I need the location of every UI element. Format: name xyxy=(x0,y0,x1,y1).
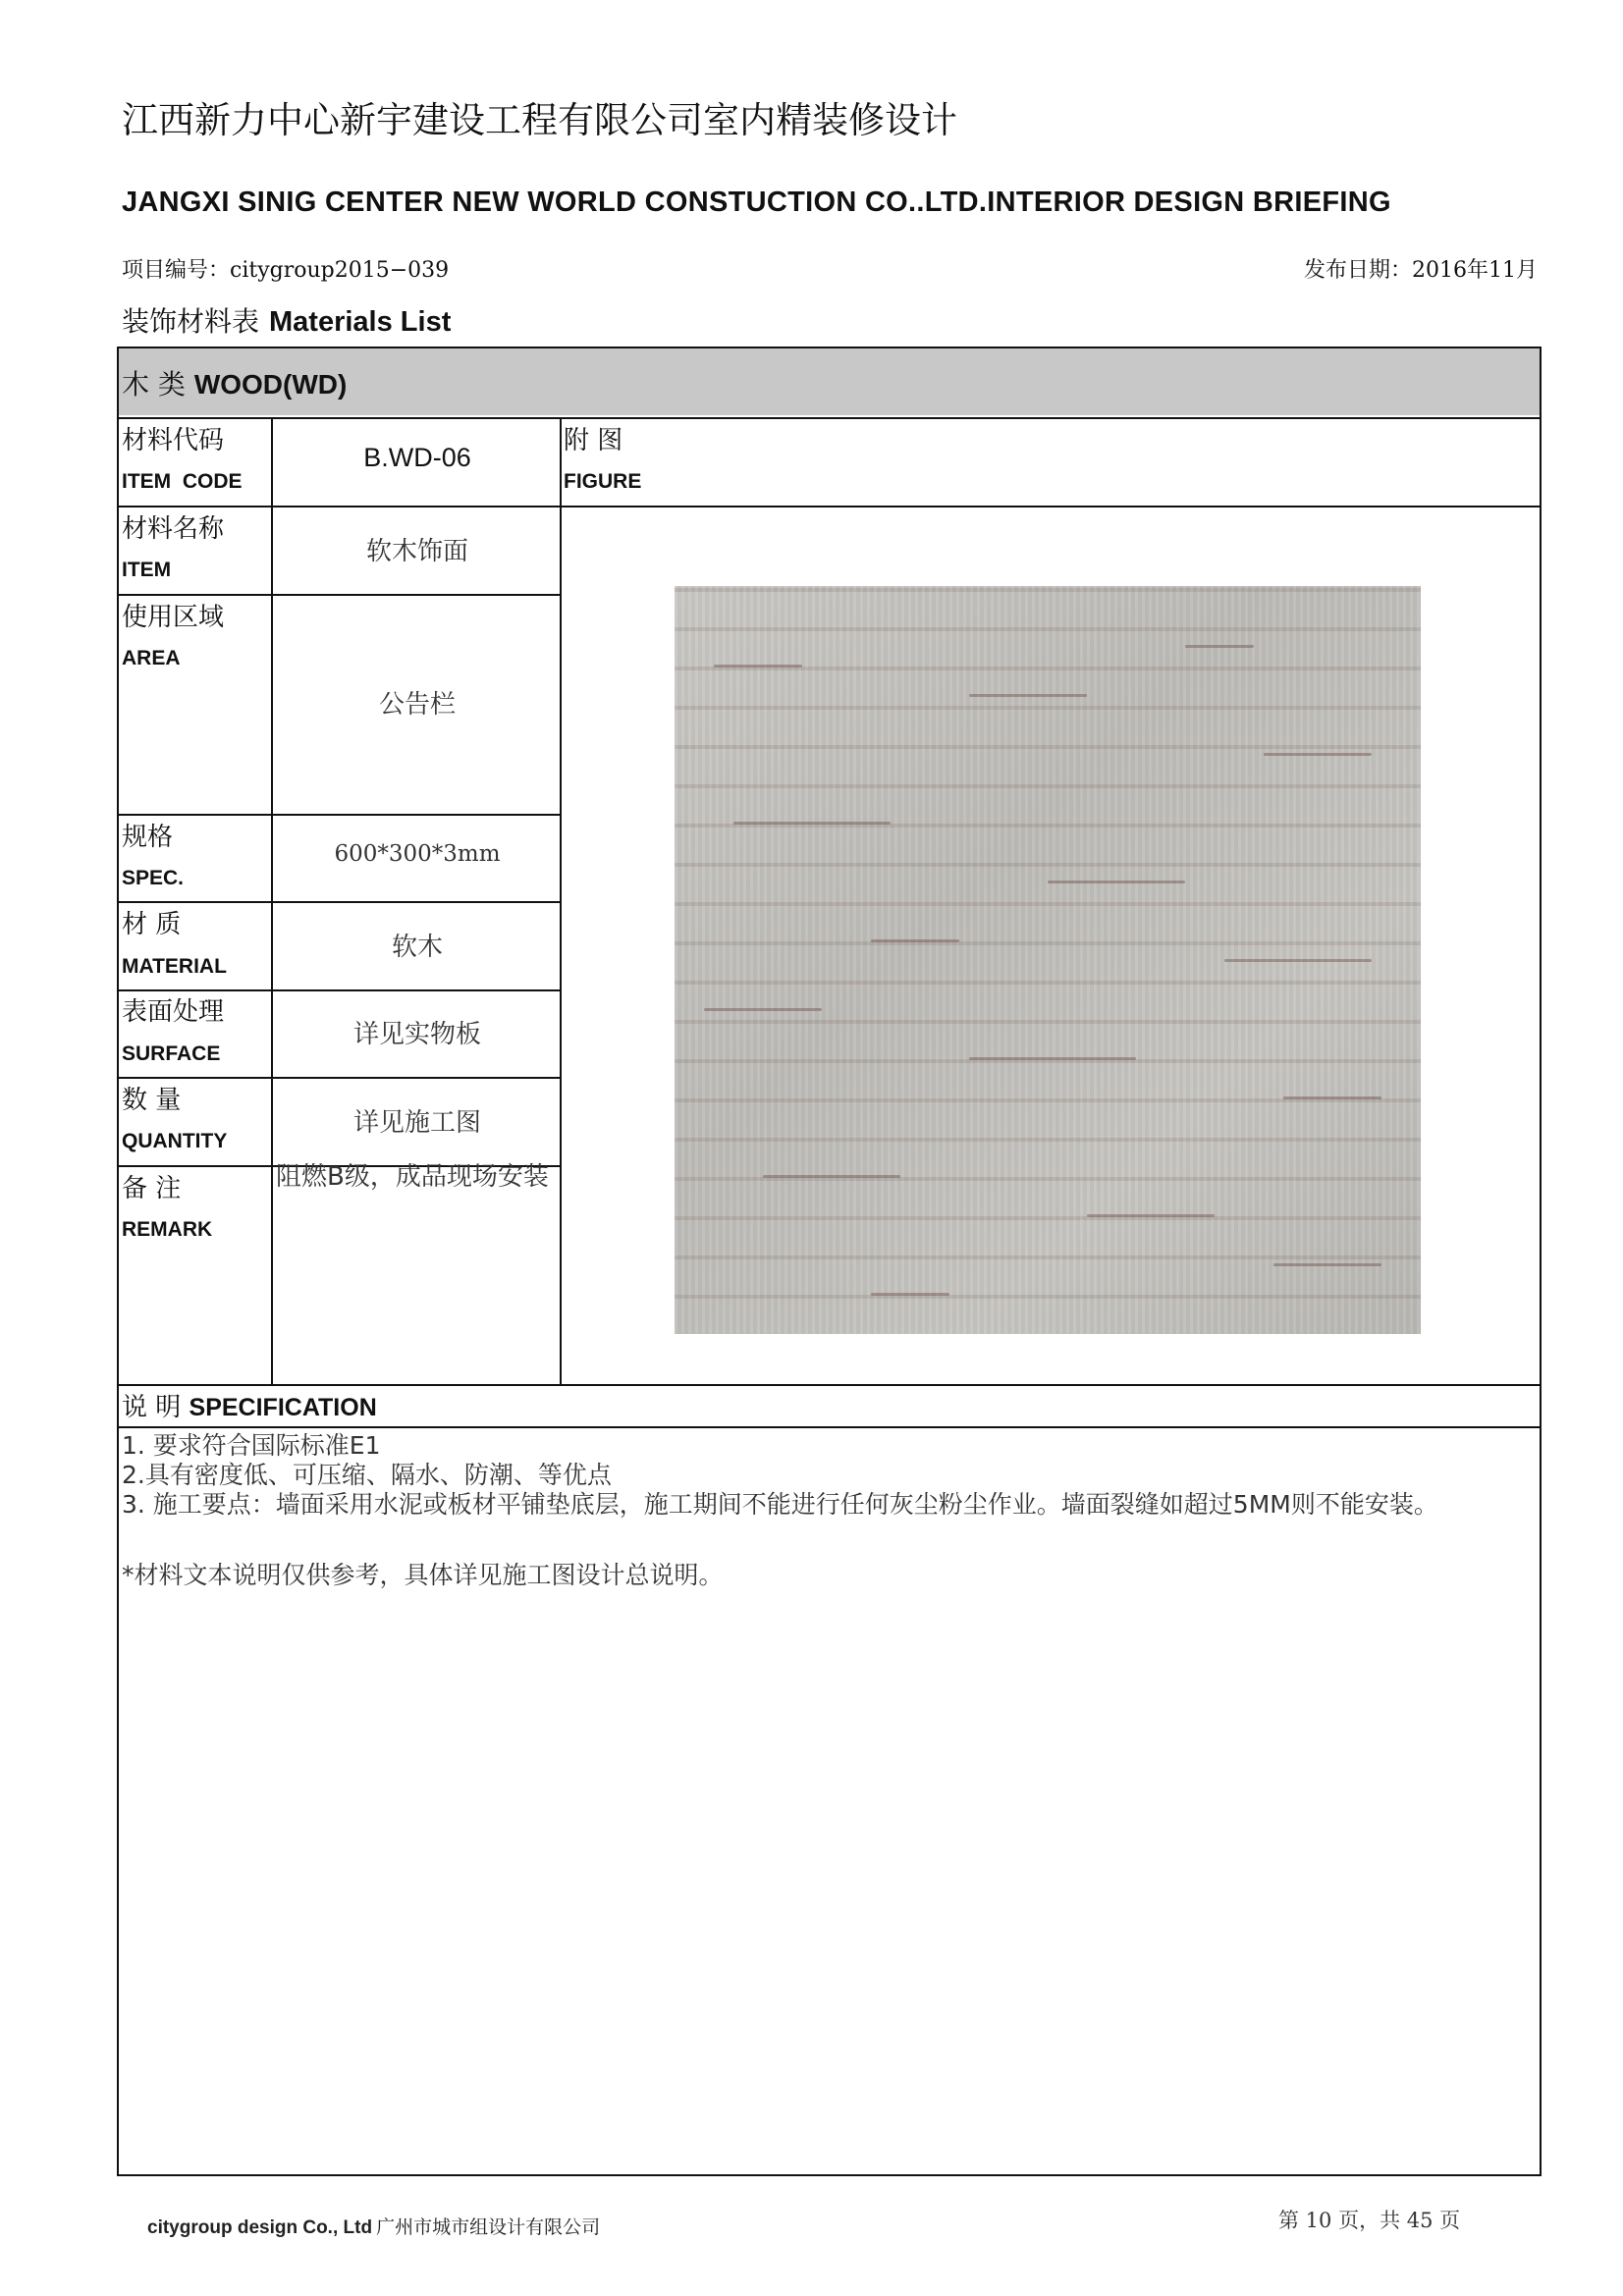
quantity-label-en: QUANTITY xyxy=(122,1130,228,1152)
remark-label-cn: 备 注 xyxy=(122,1174,182,1203)
document-title-cn: 江西新力中心新宇建设工程有限公司室内精装修设计 xyxy=(122,99,957,141)
remark-label-en: REMARK xyxy=(122,1218,213,1241)
item-code-label-cn: 材料代码 xyxy=(122,426,225,455)
category-title-cn: 木 类 xyxy=(122,368,186,400)
area-label-en: AREA xyxy=(122,647,181,669)
footer-company-cn: 广州市城市组设计有限公司 xyxy=(376,2216,601,2238)
footer-company-en: citygroup design Co., Ltd xyxy=(147,2217,373,2238)
item-name-label-cn: 材料名称 xyxy=(122,514,225,544)
document-title-en: JANGXI SINIG CENTER NEW WORLD CONSTUCTION CO..LTD.INTERIOR DESIGN BRIEFING xyxy=(122,187,1391,218)
spec-line-1: 1. 要求符合国际标准E1 xyxy=(122,1431,381,1460)
category-title-en: WOOD(WD) xyxy=(193,369,348,400)
figure-label-cn: 附 图 xyxy=(564,426,623,455)
project-number: 项目编号：citygroup2015−039 xyxy=(122,258,450,283)
spec-label-cn: 规格 xyxy=(122,823,174,852)
area-value: 公告栏 xyxy=(378,690,456,720)
materials-list-heading xyxy=(122,300,451,340)
surface-label-en: SURFACE xyxy=(122,1042,221,1065)
cork-sample-image xyxy=(675,586,1421,1334)
spec-line-3: 3. 施工要点：墙面采用水泥或板材平铺垫底层，施工期间不能进行任何灰尘粉尘作业。墙面裂缝如超过5MM则不能安装。 xyxy=(122,1490,1438,1519)
spec-label-en: SPEC. xyxy=(122,867,185,889)
item-code-value: B.WD-06 xyxy=(363,443,471,472)
quantity-label-cn: 数 量 xyxy=(122,1086,182,1115)
remark-value: 阻燃B级，成品现场安装 xyxy=(276,1162,549,1192)
page-number: 第 10 页，共 45 页 xyxy=(1278,2209,1461,2232)
specification-title xyxy=(122,1387,377,1423)
item-name-label-en: ITEM xyxy=(122,559,172,581)
quantity-value: 详见施工图 xyxy=(352,1108,481,1138)
category-title xyxy=(122,363,347,402)
material-label-en: MATERIAL xyxy=(122,955,227,978)
materials-list-title-cn: 装饰材料表 xyxy=(122,305,260,338)
materials-list-title-en: Materials List xyxy=(269,306,452,338)
material-label-cn: 材 质 xyxy=(122,910,182,939)
surface-label-cn: 表面处理 xyxy=(122,997,225,1027)
spec-line-4: *材料文本说明仅供参考，具体详见施工图设计总说明。 xyxy=(122,1561,724,1589)
spec-line-2: 2.具有密度低、可压缩、隔水、防潮、等优点 xyxy=(122,1461,612,1489)
release-date: 发布日期：2016年11月 xyxy=(1304,258,1538,283)
material-value: 软木 xyxy=(391,933,443,962)
figure-label-en: FIGURE xyxy=(564,470,642,493)
spec-value: 600*300*3mm xyxy=(334,841,501,867)
footer-company xyxy=(147,2213,600,2239)
specification-title-en: SPECIFICATION xyxy=(189,1394,377,1421)
area-label-cn: 使用区域 xyxy=(122,603,225,632)
specification-title-cn: 说 明 xyxy=(122,1393,182,1422)
item-name-value: 软木饰面 xyxy=(365,537,468,566)
item-code-label-en: ITEM CODE xyxy=(122,470,243,493)
surface-value: 详见实物板 xyxy=(352,1020,481,1049)
